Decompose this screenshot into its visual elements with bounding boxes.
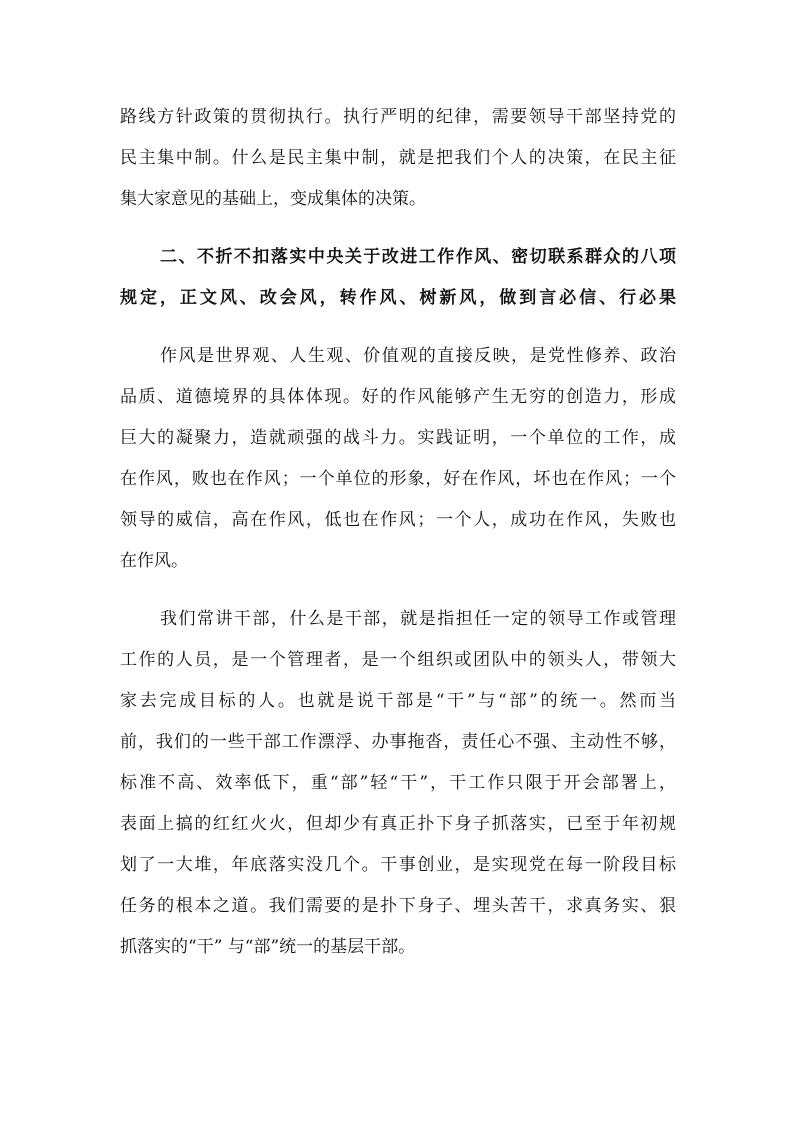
paragraph-3-line-9: 抓落实的“干” 与“部”统一的基层干部。 [120, 937, 416, 957]
paragraph-1-line-3: 集大家意见的基础上，变成集体的决策。 [120, 189, 426, 209]
paragraph-2-line-6: 在作风。 [120, 551, 188, 571]
section-heading-line-1: 二、不折不扣落实中央关于改进工作作风、密切联系群众的八项 [160, 247, 676, 267]
paragraph-2-line-2: 品质、道德境界的具体体现。好的作风能够产生无穷的创造力，形成 [120, 387, 676, 407]
section-heading-line-2: 规定，正文风、改会风，转作风、树新风，做到言必信、行必果 [120, 288, 676, 308]
paragraph-3-line-4: 前，我们的一些干部工作漂浮、办事拖沓，责任心不强、主动性不够， [120, 732, 676, 752]
paragraph-3-line-6: 表面上搞的红红火火，但却少有真正扑下身子抓落实，已至于年初规 [120, 814, 676, 834]
paragraph-3-line-5: 标准不高、效率低下，重“部”轻“干”，干工作只限于开会部署上， [120, 773, 676, 793]
paragraph-1-line-1: 路线方针政策的贯彻执行。执行严明的纪律，需要领导干部坚持党的 [120, 107, 676, 127]
paragraph-2-line-3: 巨大的凝聚力，造就顽强的战斗力。实践证明，一个单位的工作，成 [120, 428, 676, 448]
paragraph-1-line-2: 民主集中制。什么是民主集中制，就是把我们个人的决策，在民主征 [120, 148, 676, 168]
paragraph-2-line-1: 作风是世界观、人生观、价值观的直接反映，是党性修养、政治 [160, 346, 676, 366]
paragraph-3-line-2: 工作的人员，是一个管理者，是一个组织或团队中的领头人，带领大 [120, 650, 676, 670]
paragraph-3-line-7: 划了一大堆，年底落实没几个。干事创业，是实现党在每一阶段目标 [120, 855, 676, 875]
paragraph-3-line-1: 我们常讲干部，什么是干部，就是指担任一定的领导工作或管理 [160, 609, 676, 629]
paragraph-2-line-5: 领导的威信，高在作风，低也在作风；一个人，成功在作风，失败也 [120, 510, 676, 530]
paragraph-3-line-8: 任务的根本之道。我们需要的是扑下身子、埋头苦干，求真务实、狠 [120, 896, 676, 916]
paragraph-2-line-4: 在作风，败也在作风；一个单位的形象，好在作风，坏也在作风；一个 [120, 469, 676, 489]
paragraph-3-line-3: 家去完成目标的人。也就是说干部是“干”与“部”的统一。然而当 [120, 691, 676, 711]
